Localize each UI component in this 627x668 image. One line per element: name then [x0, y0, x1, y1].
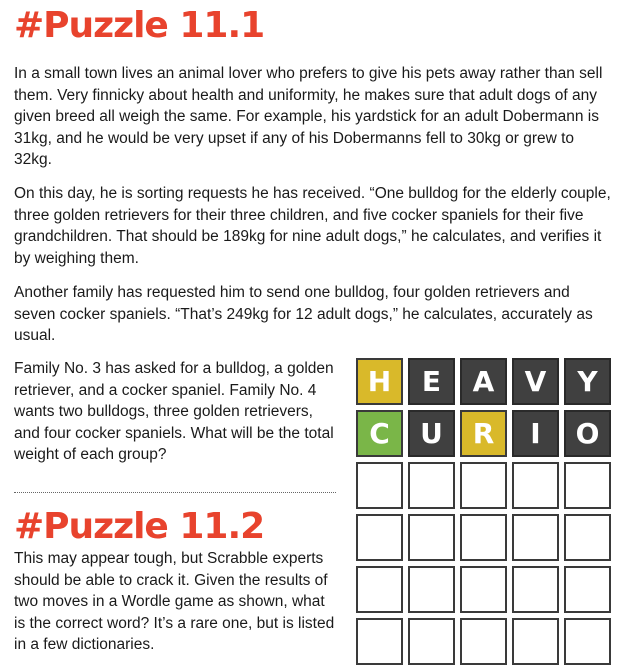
wordle-tile: [356, 618, 403, 665]
wordle-tile: [564, 618, 611, 665]
wordle-tile: C: [356, 410, 403, 457]
wordle-tile: [408, 514, 455, 561]
wordle-tile: [564, 462, 611, 509]
wordle-tile: [512, 618, 559, 665]
wordle-tile: [512, 514, 559, 561]
wordle-tile: R: [460, 410, 507, 457]
puzzle-2-title: #Puzzle 11.2: [14, 506, 265, 547]
wordle-tile: A: [460, 358, 507, 405]
wordle-tile: [356, 462, 403, 509]
wordle-tile: [460, 618, 507, 665]
wordle-tile: U: [408, 410, 455, 457]
wordle-tile: [512, 462, 559, 509]
wordle-tile: [408, 566, 455, 613]
wordle-tile: [460, 462, 507, 509]
puzzle-1-paragraph-3: Another family has requested him to send one bulldog, four golden retrievers and seven cocker spaniels. “That’s 249kg for 12 adult dogs,” he calculates, accurately as usual.: [14, 284, 593, 344]
wordle-tile: [408, 618, 455, 665]
puzzle-2-text: This may appear tough, but Scrabble experts should be able to crack it. Given the results of two moves in a Wordle game as shown, what is the correct word? It’s a rare one, but is listed in a few dictionaries.: [14, 550, 335, 653]
puzzle-1-title: #Puzzle 11.1: [14, 5, 265, 46]
wordle-tile: O: [564, 410, 611, 457]
puzzle-1-question: Family No. 3 has asked for a bulldog, a golden retriever, and a cocker spaniel. Family No. 4 wants two bulldogs, three golden retrievers, and four cocker spaniels. What will be the total weight of each group?: [14, 360, 334, 463]
wordle-grid: [356, 358, 611, 665]
puzzle-1-paragraph-1: In a small town lives an animal lover who prefers to give his pets away rather than sell them. Very finnicky about health and uniformity, he makes sure that adult dogs of any given breed all weigh the same. For example, his yardstick for an adult Dobermann is 31kg, and he would be very upset if any of his Dobermanns fell to 30kg or grew to 32kg.: [14, 65, 603, 168]
wordle-tile: [356, 566, 403, 613]
puzzle-1-paragraph-2: On this day, he is sorting requests he has received. “One bulldog for the elderly couple, three golden retrievers for their three children, and five cocker spaniels for their five grandchildren. That should be 189kg for nine adult dogs,” he calculates, and verifies it by weighing them.: [14, 185, 611, 267]
wordle-tile: [408, 462, 455, 509]
wordle-tile: [356, 514, 403, 561]
wordle-tile: Y: [564, 358, 611, 405]
wordle-tile: [460, 514, 507, 561]
wordle-tile: E: [408, 358, 455, 405]
wordle-tile: [512, 566, 559, 613]
wordle-tile: [564, 566, 611, 613]
wordle-tile: [460, 566, 507, 613]
wordle-tile: I: [512, 410, 559, 457]
wordle-tile: H: [356, 358, 403, 405]
wordle-tile: V: [512, 358, 559, 405]
section-divider: [14, 492, 336, 493]
wordle-tile: [564, 514, 611, 561]
